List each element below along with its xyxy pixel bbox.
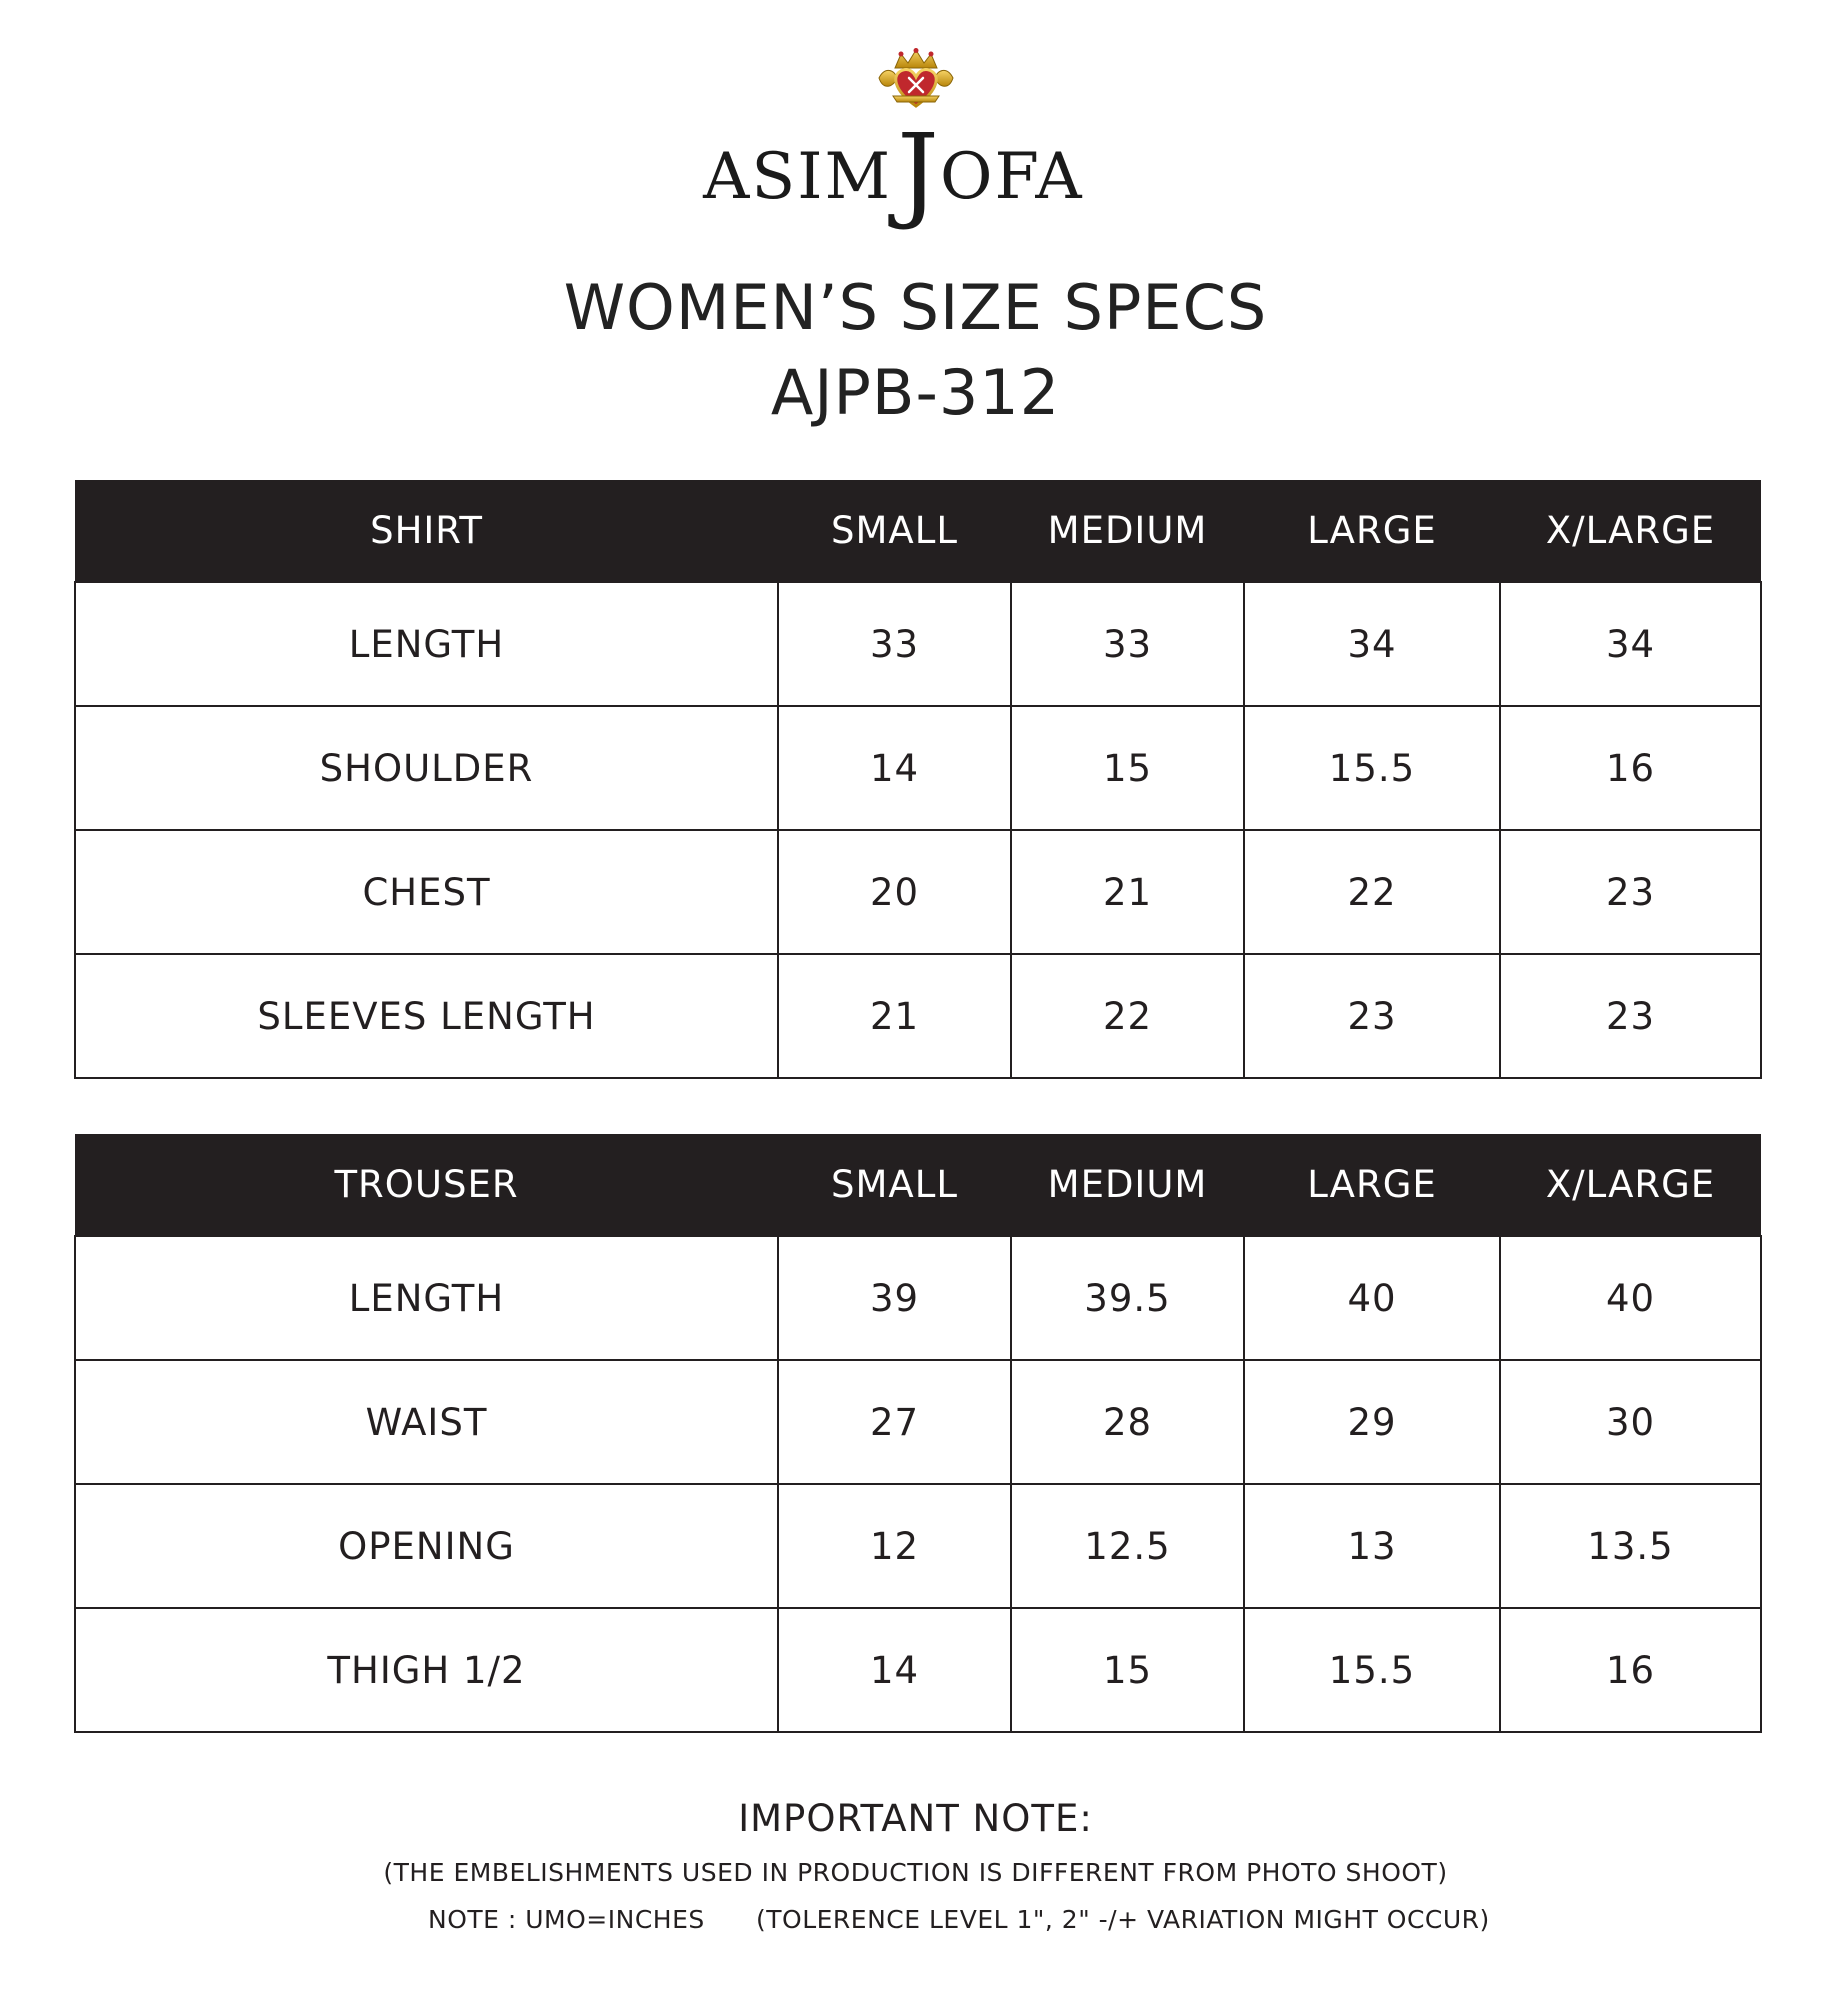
size-value: 15 xyxy=(1011,1608,1244,1732)
shirt-header-row xyxy=(75,480,1761,582)
size-value: 14 xyxy=(778,1608,1011,1732)
brand-name-left: ASIM xyxy=(703,140,892,214)
size-value: 39 xyxy=(778,1236,1011,1360)
row-label: LENGTH xyxy=(75,1236,778,1360)
size-value: 33 xyxy=(778,582,1011,706)
embellishment-note: (THE EMBELISHMENTS USED IN PRODUCTION IS DIFFERENT FROM PHOTO SHOOT) xyxy=(383,1858,1448,1887)
row-label: SHOULDER xyxy=(75,706,778,830)
size-value: 21 xyxy=(1011,830,1244,954)
shirt-header-medium: MEDIUM xyxy=(1047,509,1208,552)
table-row xyxy=(75,706,1761,830)
tolerance-note: (TOLERENCE LEVEL 1", 2" -/+ VARIATION MIGHT OCCUR) xyxy=(756,1905,1490,1934)
size-value: 40 xyxy=(1500,1236,1761,1360)
size-value: 23 xyxy=(1500,830,1761,954)
row-label: CHEST xyxy=(75,830,778,954)
table-row xyxy=(75,1608,1761,1732)
shirt-header-xlarge: X/LARGE xyxy=(1545,509,1716,552)
size-value: 21 xyxy=(778,954,1011,1078)
trouser-header-garment: TROUSER xyxy=(334,1163,519,1206)
brand-name-j: J xyxy=(897,111,939,233)
shirt-header-garment: SHIRT xyxy=(370,509,483,552)
important-note-heading: IMPORTANT NOTE: xyxy=(738,1797,1093,1840)
size-value: 13 xyxy=(1244,1484,1500,1608)
shirt-size-table xyxy=(74,480,1762,1079)
table-row xyxy=(75,830,1761,954)
size-value: 16 xyxy=(1500,1608,1761,1732)
table-row xyxy=(75,582,1761,706)
size-value: 13.5 xyxy=(1500,1484,1761,1608)
page-title: WOMEN’S SIZE SPECS xyxy=(563,271,1268,344)
size-value: 29 xyxy=(1244,1360,1500,1484)
trouser-size-table xyxy=(74,1134,1762,1733)
row-label: SLEEVES LENGTH xyxy=(75,954,778,1078)
trouser-header-small: SMALL xyxy=(831,1163,958,1206)
shirt-header-large: LARGE xyxy=(1307,509,1437,552)
trouser-header-row xyxy=(75,1134,1761,1236)
table-row xyxy=(75,954,1761,1078)
size-value: 12.5 xyxy=(1011,1484,1244,1608)
table-row xyxy=(75,1236,1761,1360)
size-value: 15 xyxy=(1011,706,1244,830)
size-value: 39.5 xyxy=(1011,1236,1244,1360)
size-value: 30 xyxy=(1500,1360,1761,1484)
table-row xyxy=(75,1484,1761,1608)
shirt-header-small: SMALL xyxy=(831,509,958,552)
trouser-header-medium: MEDIUM xyxy=(1047,1163,1208,1206)
row-label: WAIST xyxy=(75,1360,778,1484)
size-value: 20 xyxy=(778,830,1011,954)
size-value: 22 xyxy=(1244,830,1500,954)
trouser-header-large: LARGE xyxy=(1307,1163,1437,1206)
crown-heart-emblem-icon xyxy=(873,48,959,110)
brand-name-right: OFA xyxy=(940,140,1084,214)
size-value: 34 xyxy=(1244,582,1500,706)
size-value: 23 xyxy=(1500,954,1761,1078)
size-value: 40 xyxy=(1244,1236,1500,1360)
size-value: 14 xyxy=(778,706,1011,830)
size-value: 15.5 xyxy=(1244,1608,1500,1732)
size-value: 12 xyxy=(778,1484,1011,1608)
size-value: 15.5 xyxy=(1244,706,1500,830)
unit-note: NOTE : UMO=INCHES xyxy=(428,1905,705,1934)
table-row xyxy=(75,1360,1761,1484)
row-label: OPENING xyxy=(75,1484,778,1608)
size-value: 27 xyxy=(778,1360,1011,1484)
trouser-header-xlarge: X/LARGE xyxy=(1545,1163,1716,1206)
size-value: 34 xyxy=(1500,582,1761,706)
brand-logo xyxy=(700,108,1130,236)
size-value: 33 xyxy=(1011,582,1244,706)
size-value: 22 xyxy=(1011,954,1244,1078)
size-value: 28 xyxy=(1011,1360,1244,1484)
row-label: THIGH 1/2 xyxy=(75,1608,778,1732)
size-value: 16 xyxy=(1500,706,1761,830)
style-code: AJPB-312 xyxy=(770,356,1061,429)
row-label: LENGTH xyxy=(75,582,778,706)
size-value: 23 xyxy=(1244,954,1500,1078)
